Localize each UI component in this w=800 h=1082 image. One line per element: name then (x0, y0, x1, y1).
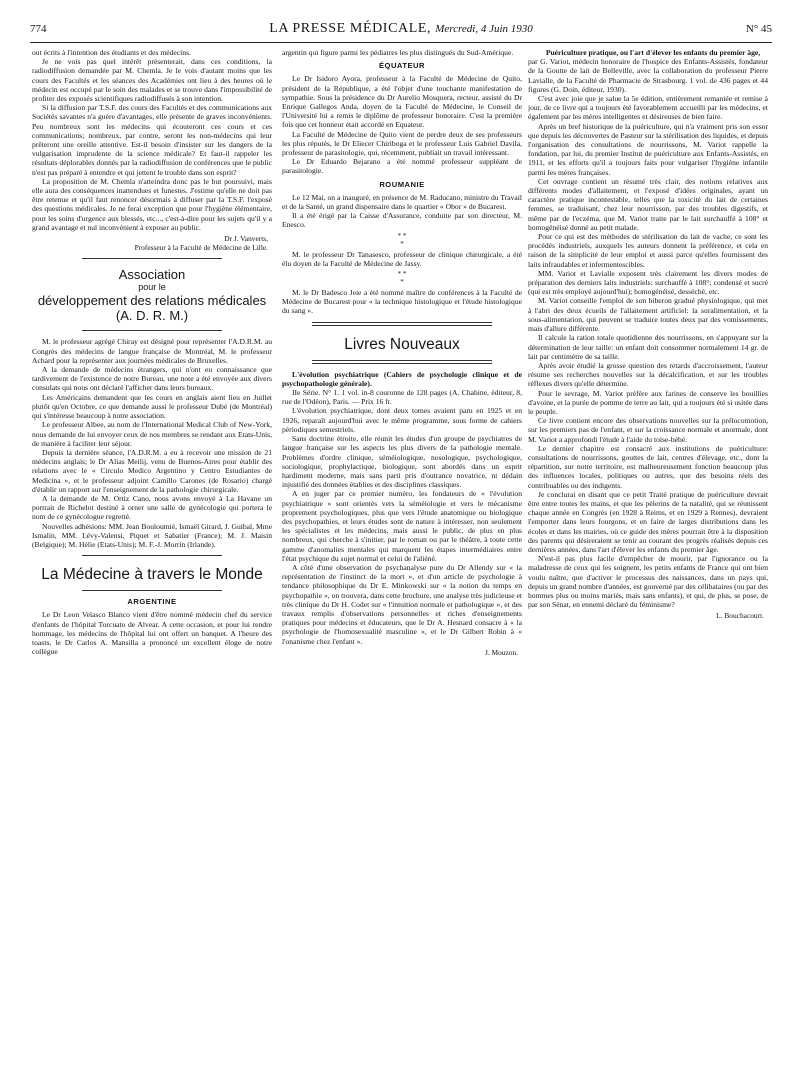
heading-line: (A. D. R. M.) (115, 308, 189, 324)
paragraph: Pour le sevrage, M. Variot préfère aux farines de conserve les bouillies d'avoine, et la purée de pomme de terre au lait, qui a toujours été si usitée dans le peuple. (528, 388, 768, 416)
heading-line: Association (118, 267, 186, 283)
paragraph: Si la diffusion par T.S.F. des cours des Facultés et des communications aux Sociétés savantes n'a guère d'avantages, elle présente de graves inconvénients. Peu nombreux sont les médecins qui écouteront ces cours et ces communications; nombreux, par contre, seront les non-médecins qui leur prêteront une oreille attentive. Est-il besoin d'insister sur les dangers de la vulgarisation imprudente de la science médicale? Et faut-il rappeler les résultats déplorables donnés par la radiodiffusion de conférences que le public n'est pas préparé à entendre et qui jettent le trouble dans son esprit? (32, 103, 272, 177)
column-1 (32, 48, 272, 1078)
paragraph: C'est avec joie que je salue la 5e édition, entièrement remaniée et remise à jour, de ce livre qui a toujours été favorablement accueilli par les médecins, et également par les mères intelligentes et désireuses de bien faire. (528, 94, 768, 122)
paragraph: Je conclurai en disant que ce petit Traité pratique de puériculture devrait être entre toutes les mains, et que les pèlerins de la natalité, qui se réunissent chaque année en Congrès (en 1928 à Reims, et en 1929 à Rennes), devraient l'emporter dans leurs fourgons, et en faire de larges distributions dans les écoles et dans les mairies, où ce guide des mères pourrait être à la disposition des parents qui désireraient se tenir au courant des progrès réalisés depuis ces dernières années, dans l'art d'élever les enfants du premier âge. (528, 489, 768, 554)
journal-title: LA PRESSE MÉDICALE, (269, 21, 432, 36)
paragraph: Les Américains demandent que les cours en anglais aient lieu en Juillet plutôt qu'en Octobre, ce que demande aussi le professeur Dubé (de Montréal) qui s'intéresse beaucoup à notre association. (32, 392, 272, 421)
page-header (30, 20, 772, 43)
paragraph: La proposition de M. Chemla n'atteindra donc pas le but poursuivi, mais elle aura des conséquences inattendues et funestes. J'estime qu'elle ne doit pas être retenue et qu'il faut renoncer désormais à diffuser par la T.S.F. l'exposé des questions médicales. Je ne ferai exception que pour l'hygiène élémentaire, pour les soins d'urgence aux blessés, etc..., c'est-à-dire pour les sujets qu'il y a grand avantage et nul inconvénient à exposer au public. (32, 176, 272, 232)
association-heading (32, 267, 272, 324)
divider (82, 590, 222, 591)
paragraph: M. le professeur Dr Tanasesco, professeur de clinique chirurgicale, a été élu doyen de la Faculté de Médecine de Jassy. (282, 249, 522, 268)
paragraph: Cet ouvrage contient un résumé très clair, des notions relatives aux différents modes d'allaitement, et l'exposé d'idées originales, ayant un caractère pratique incontestable, telles que la toxicité du lait de certaines femmes, se traduisant, chez leur nourrisson, par des troubles digestifs, et même par de l'eczéma, que M. Variot traite par le lait surchauffé à 108° et homogénéisé donné au petit malade. (528, 176, 768, 232)
section-title-livres: Livres Nouveaux (344, 335, 460, 353)
paragraph: Le Dr Leon Velasco Blanco vient d'être nommé médecin chef du service d'enfants de l'hôpital Torcuato de Alvear. A cette occasion, et pour lui rendre hommage, les médecins de l'hôpital lui ont offert un banquet. A l'heure des toasts, le Dr Carlos A. Mansilla a prononcé un excellent éloge de notre collègue (32, 610, 272, 657)
column-3 (528, 48, 768, 1078)
book-title: Puériculture pratique, ou l'art d'élever les enfants du premier âge, (545, 48, 761, 57)
paragraph: Il a été érigé par la Caisse d'Assurance, conduite par son directeur, M. Enesco. (282, 211, 522, 230)
paragraph: A en juger par ce premier numéro, les fondateurs de « l'évolution psychiatrique » sont orientés vers la séméiologie et vers le mécanisme proprement psychologiques, plus que vers l'étude anatomique ou biologique des psychopathies, et leurs études sont de nature à intéresser, non seulement les spécialistes et les médecins, mais aussi le public, de plus en plus nombreux, qui cherche à s'initier, par le roman ou par le théâtre, à toute cette gamme d'anomalies mentales qui marquent les étapes intermédiaires entre l'état psychique du sujet normal et celui de l'aliéné. (282, 489, 522, 563)
signature-name: Dr J. Vanverts, (224, 234, 268, 244)
double-rule (312, 360, 492, 364)
paragraph: N'est-il pas plus facile d'empêcher de mourir, par l'ignorance ou la maladresse de ceux qui les soignent, les petits enfants de France qui ont bien voulu naître, que d'activer le processus des naissances, dans un pays qui, depuis un grand nombre d'années, est gouverné par des célibataires (ou par des hommes plus ou moins mariés, mais sans enfants), et qui, de plus, se pose, de par son Sénat, en ennemi déclaré du féminisme? (528, 554, 768, 610)
divider (82, 330, 222, 331)
book-details: IIe Série. N° 1. 1 vol. in-8 couronne de 128 pages (A. Chahine, éditeur, 8, rue de l'Odéon), Paris. — Prix 16 fr. (282, 388, 522, 407)
asterism: * * * (397, 270, 407, 287)
paragraph: Le dernier chapitre est consacré aux institutions de puériculture: consultations de nourrissons, gouttes de lait, centres d'élevage, etc., dont la répartition, sur notre territoire, est malheureusement fonction beaucoup plus des influences locales, politiques ou autres, que des besoins réels des contribuables ou des indigents. (528, 443, 768, 490)
country-heading: ARGENTINE (127, 597, 177, 607)
paragraph: Je ne vois pas quel intérêt présenterait, dans ces conditions, la radiodiffusion demandée par M. Chemla. Je le vois d'autant moins que les cours des Facultés et les séances des Académies ont lieu à des heures où le médecin est occupé par le soin des malades et se trouve dans l'impossibilité de profiter des exposés scientifiques radiodiffusés à son intention. (32, 57, 272, 104)
paragraph: Le professeur Albee, au nom de l'International Medical Club of New-York, nous demande de lui envoyer ceux de nos membres se rendant aux Etats-Unis, de manière à faciliter leur séjour. (32, 420, 272, 448)
column-2 (282, 48, 522, 1078)
divider (82, 258, 222, 259)
paragraph: Le 12 Mai, on a inauguré, en présence de M. Raducano, ministre du Travail et de la Santé, un grand dispensaire dans le quartier « Obor » de Bucarest. (282, 192, 522, 212)
paragraph: A la demande de médecins étrangers, qui n'ont eu connaissance que tardivement de l'existence de notre Bureau, une note a été envoyée aux divers consulats qui nous ont déclaré l'afficher dans leurs bureaux. (32, 365, 272, 393)
paragraph: Ce livre contient encore des observations nouvelles sur la prélocomotion, sur les premiers pas de l'enfant, et sur la croissance normale et anormale, dont M. Variot a approfondi l'étude à l'aide du toise-bébé. (528, 416, 768, 444)
paragraph: Après un bref historique de la puériculture, qui n'a vraiment pris son essor que depuis les découvertes de Pasteur sur la stérilisation des liquides, et depuis l'organisation des consultations de nourrissons, M. Variot rappelle la fondation, par lui, du premier Institut de puériculture aux Enfants-Assistés, en 1911, et les efforts qu'il a toujours faits pour vulgariser l'hygiène infantile parmi les mères françaises. (528, 121, 768, 177)
signature-name: L. Bouchacourt. (716, 611, 764, 621)
paragraph: Sans doctrine étroite, elle réunit les études d'un groupe de psychiatres de langue française sur les aspects les plus divers de la pathologie mentale. Problèmes d'ordre clinique, séméiologique, nosologique, psychologique, sociologique, prophylactique, biologique, sont abordés dans un esprit hardiment moderne, mais sans parti pris d'outrance novatrice, ni dédain injustifié des données établies et des disciplines classiques. (282, 434, 522, 490)
double-rule (312, 322, 492, 326)
asterism: * * * (397, 231, 407, 248)
heading-line: pour le (138, 282, 166, 293)
book-title: L'évolution psychiatrique (Cahiers de psychologie clinique et de psychopathologie générale). (282, 369, 522, 388)
book-details: par G. Variot, médecin honoraire de l'hospice des Enfants-Assistés, fondateur de la Goutte de lait de Belleville, avec la collaboration du professeur Pierre Lavialle, de la Faculté de Pharmacie de Strasbourg. 1 vol. de 436 pages et 44 figures (G. Doin, éditeur, 1930). (528, 57, 768, 94)
paragraph: Le Dr Isidoro Ayora, professeur à la Faculté de Médecine de Quito, président de la République, a été l'objet d'une touchante manifestation de sympathie. Sous la présidence du Dr Aurelio Mosquera, recteur, assisté du Dr Enrique Gallegos Anda, doyen de la Faculté de Médecine, le Conseil de l'Université lui a remis le diplôme de professeur honoraire. C'est la première fois que cet honneur était accordé en Equateur. (282, 74, 522, 130)
paragraph: A la demande de M. Ortiz Cano, nous avons envoyé à La Havane un portrait de Richelot destiné à orner une salle de gynécologie qui portera le nom de ce gynécologue regretté. (32, 493, 272, 522)
issue-number: N° 45 (745, 23, 772, 35)
section-title-monde: La Médecine à travers le Monde (41, 566, 263, 584)
paragraph: Le Dr Eduardo Bejarano a été nommé professeur suppléant de parasitologie. (282, 157, 522, 176)
divider (82, 555, 222, 556)
paragraph: argentin qui figure parmi les pédiatres les plus distingués du Sud-Amérique. (282, 48, 514, 57)
issue-date: Mercredi, 4 Juin 1930 (435, 23, 533, 35)
journal-masthead (30, 21, 772, 37)
paragraph: M. le Dr Badesco Jeie a été nommé maître de conférences à la Faculté de Médecine de Bucarest pour « la technique histologique et l'étude histologique du sang ». (282, 288, 522, 316)
paragraph: Après avoir étudié la grosse question des retards d'accroissement, l'auteur résume ses recherches nouvelles sur la décalcification, et sur les troubles réflexes divers qu'elle détermine. (528, 360, 768, 389)
country-heading: ROUMANIE (379, 179, 425, 189)
paragraph: M. le professeur agrégé Chiray est désigné pour représenter l'A.D.R.M. au Congrès des médecins de langue française de Montréal, M. le professeur Achard pour la représenter aux journées médicales de Bruxelles. (32, 337, 272, 365)
paragraph: Pour ce qui est des méthodes de stérilisation du lait de vache, ce sont les procédés industriels, auxquels les auteurs donnent la préférence, et cela en raison de la simplicité de leur emploi et aussi parce qu'elles fournissent des laits infraudables et infermentescibles. (528, 232, 768, 269)
paragraph: A côté d'une observation de psychanalyse pure du Dr Allendy sur « la représentation de l'instinct de la mort », et d'un article de psychologie à tendance philosophique du Dr E. Minkowski sur « la notion du temps en psychopathie », on trouvera, dans cette brochure, une analyse très judicieuse et très clinique du Dr H. Codet sur « l'intuition normale et pathologique », et des travaux remplis d'observations personnelles et riches d'enseignements pratiques pour médecins et éducateurs, que le Dr A. Hesnard consacre à « la psychologie de l'homosexualité masculine », et le Dr Gilbert Robin à « l'onanisme chez l'enfant ». (282, 562, 522, 646)
heading-line: développement des relations médicales (37, 293, 267, 309)
paragraph: M. Variot conseille l'emploi de son biberon gradué physiologique, qui met à l'abri des deux écueils de l'allaitement artificiel: la suralimentation, et la sous-alimentation, qui peuvent se traduire toutes deux par des vomissements, mais d'allure différente. (528, 296, 768, 334)
paragraph: out écrits à l'intention des étudiants et des médecins. (32, 48, 191, 57)
signature-name: J. Mouzon. (484, 647, 518, 657)
paragraph: MM. Variot et Lavialle exposent très clairement les divers modes de préparation des derniers laits industriels: surchauffé à 108°; condensé et sucré (qui est très employé aujourd'hui); homogénéisé, desséché, etc. (528, 268, 768, 297)
paragraph: La Faculté de Médecine de Quito vient de perdre deux de ses professeurs les plus réputés, le Dr Eliecer Chiriboga et le professeur Luis Gabriel Davila, professeur de parasitologie, qui, récemment, publiait un travail intéressant. (282, 129, 522, 158)
paragraph: L'évolution psychiatrique, dont deux tomes avaient paru en 1925 et en 1926, reparaît aujourd'hui avec le même programme, sous forme de cahiers périodiques semestriels. (282, 406, 522, 434)
paragraph: Il calcule la ration totale quotidienne des nourrissons, en s'appuyant sur la détermination de leur taille: un enfant doit consommer normalement 14 gr. de lait par centimètre de sa taille. (528, 333, 768, 361)
paragraph: Depuis la dernière séance, l'A.D.R.M. a eu à recevoir une mission de 21 médecins anglais; le Dr Alias Meilij, venu de Buenos-Aires pour établir des relations avec le « Circulo Medico Argentino y Centro Estudiantes de Medicina », et le professeur adjoint Camillo Carones (de Rosario) chargé d'établir un rapport sur l'enseignement de la pathologie chirurgicale. (32, 447, 272, 494)
signature-title: Professeur à la Faculté de Médecine de Lille. (134, 243, 268, 253)
paragraph: Nouvelles adhésions: MM. Jean Bouloumié, Ismaël Girard, J. Guibal, Mme Ismalin, MM. Lévy-Valensi, Piquet et Sabatier (France); M. J. Maisin (Belgique); M. Hélie (Etats-Unis); M. F.-J. Morrin (Irlande). (32, 521, 272, 549)
page-number: 774 (30, 23, 47, 35)
country-heading: ÉQUATEUR (378, 61, 426, 71)
